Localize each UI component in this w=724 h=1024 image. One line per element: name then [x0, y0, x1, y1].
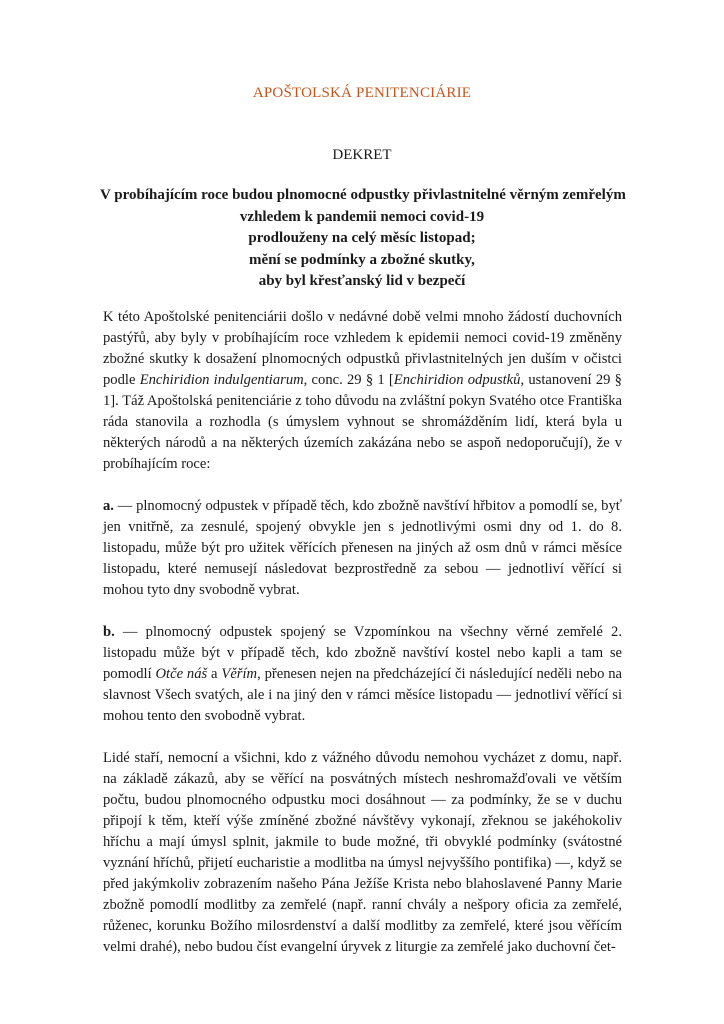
point-a-paragraph [103, 496, 622, 601]
decree-subtitle [100, 185, 624, 293]
point-b-label: b. [103, 624, 115, 640]
subtitle-line: prodlouženy na celý měsíc listopad; [248, 230, 476, 246]
subtitle-line: mění se podmínky a zbožné skutky, [249, 251, 475, 268]
point-b-text: , přenesen nejen na předcházející či následující neděli nebo na slavnost Všech svatých, ale i na jiný den v rámci měsíce listopadu — jednotliví věřící si mohou tento den svobodně vybrat. [103, 666, 623, 724]
subtitle-line: aby byl křesťanský lid v bezpečí [258, 273, 466, 289]
point-b-paragraph [103, 622, 622, 727]
intro-text: , ustanovení 29 § 1]. Táž Apoštolská penitenciárie z toho důvodu na zvláštní pokyn Svatého otce Františka ráda stanovila a rozhodla (s úmyslem vyhnout se shromážděním lidí, která byla u některých národů a na některých územích zakázána nebo se aspoň nedoporučují), že v probíhajícím roce: [103, 372, 622, 472]
subtitle-line: vzhledem k pandemii nemoci covid-19 [239, 208, 485, 225]
institution-heading: APOŠTOLSKÁ PENITENCIÁRIE [252, 85, 472, 101]
point-a-text: — plnomocný odpustek v případě těch, kdo zbožně navštíví hřbitov a pomodlí se, byť jen vnitřně, za zesnulé, spojený obvykle jen s jednotlivými osmi dny od 1. do 8. listopadu, může být pro užitek věřících přenesen na jiných až osm dnů v rámci měsíce listopadu, které nemusejí následovat bezprostředně za sebou — jednotliví věřící si mohou tyto dny svobodně vybrat. [103, 498, 622, 598]
intro-text: , conc. 29 § 1 [ [303, 372, 394, 388]
point-b-text: a [207, 666, 222, 682]
document-type-heading: DEKRET [332, 147, 392, 163]
subtitle-line: V probíhajícím roce budou plnomocné odpustky přivlastnitelné věrným zemřelým [100, 187, 626, 203]
intro-paragraph [103, 307, 622, 475]
intro-text: K této Apoštolské penitenciárii došlo v nedávné době velmi mnoho žádostí duchovních pastýřů, aby byly v probíhajícím roce vzhledem k epidemii nemoci covid-19 změněny zbožné skutky k dosažení plnomocných odpustků přivlastnitelných jen duším v očistci podle [103, 309, 622, 388]
intro-italic-title: Enchiridion odpustků [393, 372, 521, 388]
document-body [103, 307, 622, 979]
prayer-title: Věřím [221, 666, 258, 682]
point-a-label: a. [103, 498, 114, 514]
elderly-paragraph: Lidé staří, nemocní a všichni, kdo z vážného důvodu nemohou vycházet z domu, např. na základě zákazů, aby se věřící na posvátných místech neshromažďovali ve větším počtu, budou plnomocného odpustku moci dosáhnout — za podmínky, že se v duchu připojí k těm, kteří výše zmíněné zbožné návštěvy vykonají, zřeknou se jakéhokoliv hříchu a mají úmysl splnit, jakmile to bude možné, tři obvyklé podmínky (svátostné vyznání hříchů, přijetí eucharistie a modlitba na úmysl nejvyššího pontifika) —, když se před jakýmkoliv zobrazením našeho Pána Ježíše Krista nebo blahoslavené Panny Marie zbožně pomodlí modlitby za zemřelé (např. ranní chvály a nešpory oficia za zemřelé, růženec, korunku Božího milosrdenství a další modlitby za zemřelé, které jsou věřícím velmi drahé), nebo budou číst evangelní úryvek z liturgie za zemřelé jako duchovní čet- [103, 750, 622, 955]
intro-italic-title: Enchiridion indulgentiarum [139, 372, 304, 388]
prayer-title: Otče náš [155, 666, 208, 682]
point-b-text: — plnomocný odpustek spojený se Vzpomínkou na všechny věrné zemřelé 2. listopadu může být v případě těch, kdo zbožně navštíví kostel nebo kapli a tam se pomodlí [103, 624, 622, 682]
